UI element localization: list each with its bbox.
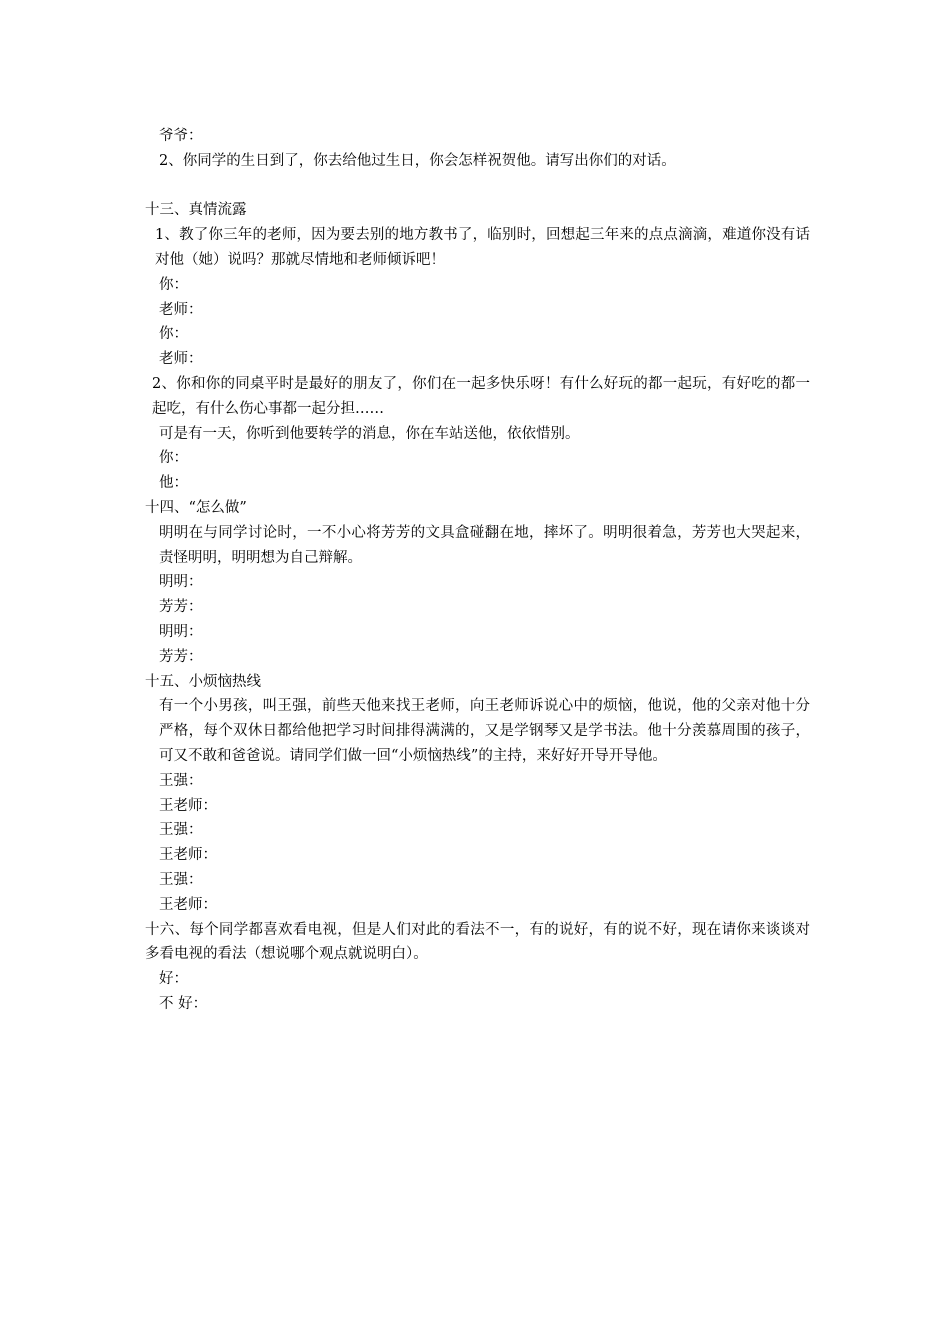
dialogue-line-grandpa: 爷爷： bbox=[159, 128, 203, 144]
dialogue-line-wangqiang: 王强： bbox=[159, 772, 203, 789]
section-heading-15: 十五、小烦恼热线 bbox=[145, 673, 261, 690]
dialogue-line-you: 你： bbox=[159, 326, 188, 343]
question-text: 有一个小男孩，叫王强，前些天他来找王老师，向王老师诉说心中的烦恼，他说，他的父亲对他十分严格，每个双休日都给他把学习时间排得满满的，又是学钢琴又是学书法。他十分羡慕周围的孩子，可又不敢和爸爸说。请同学们做一回“小烦恼热线”的主持，来好好开导开导他。 bbox=[159, 698, 810, 764]
question-text: 1、教了你三年的老师，因为要去别的地方教书了，临别时，回想起三年来的点点滴滴，难道你没有话对他（她）说吗？那就尽情地和老师倾诉吧！ bbox=[155, 227, 810, 268]
question-text: 明明在与同学讨论时，一不小心将芳芳的文具盒碰翻在地，摔坏了。明明很着急，芳芳也大哭起来，责怪明明，明明想为自己辩解。 bbox=[159, 524, 810, 566]
dialogue-line-you: 你： bbox=[159, 450, 188, 467]
dialogue-line-wangqiang: 王强： bbox=[159, 822, 203, 839]
dialogue-line-mingming: 明明： bbox=[159, 623, 203, 640]
dialogue-line-teacher-wang: 王老师： bbox=[159, 797, 217, 814]
dialogue-line-teacher: 老师： bbox=[159, 301, 203, 318]
question-text: 2、你和你的同桌平时是最好的朋友了，你们在一起多快乐呀！有什么好玩的都一起玩，有好吃的都一起吃，有什么伤心事都一起分担…… bbox=[152, 375, 810, 417]
section-heading-16: 十六、每个同学都喜欢看电视，但是人们对此的看法不一，有的说好，有的说不好，现在请你来谈谈对多看电视的看法（想说哪个观点就说明白）。 bbox=[145, 921, 810, 963]
dialogue-line-wangqiang: 王强： bbox=[159, 871, 203, 888]
answer-line-good: 好： bbox=[159, 971, 188, 988]
blank-line bbox=[145, 174, 810, 199]
dialogue-line-teacher-wang: 王老师： bbox=[159, 847, 217, 864]
dialogue-line-fangfang: 芳芳： bbox=[159, 599, 203, 616]
dialogue-line-mingming: 明明： bbox=[159, 574, 203, 591]
dialogue-line-him: 他： bbox=[159, 475, 188, 492]
dialogue-line-teacher: 老师： bbox=[159, 351, 203, 368]
dialogue-line-teacher-wang: 王老师： bbox=[159, 896, 217, 913]
question-text: 可是有一天，你听到他要转学的消息，你在车站送他，依依惜别。 bbox=[159, 425, 580, 442]
answer-line-not-good: 不 好： bbox=[159, 995, 208, 1012]
dialogue-line-fangfang: 芳芳： bbox=[159, 648, 203, 665]
question-text: 2、你同学的生日到了，你去给他过生日，你会怎样祝贺他。请写出你们的对话。 bbox=[159, 152, 676, 169]
section-heading-14: 十四、“怎么做” bbox=[145, 499, 247, 516]
dialogue-line-you: 你： bbox=[159, 276, 188, 293]
document-page bbox=[145, 124, 810, 1017]
section-heading-13: 十三、真情流露 bbox=[145, 202, 247, 219]
